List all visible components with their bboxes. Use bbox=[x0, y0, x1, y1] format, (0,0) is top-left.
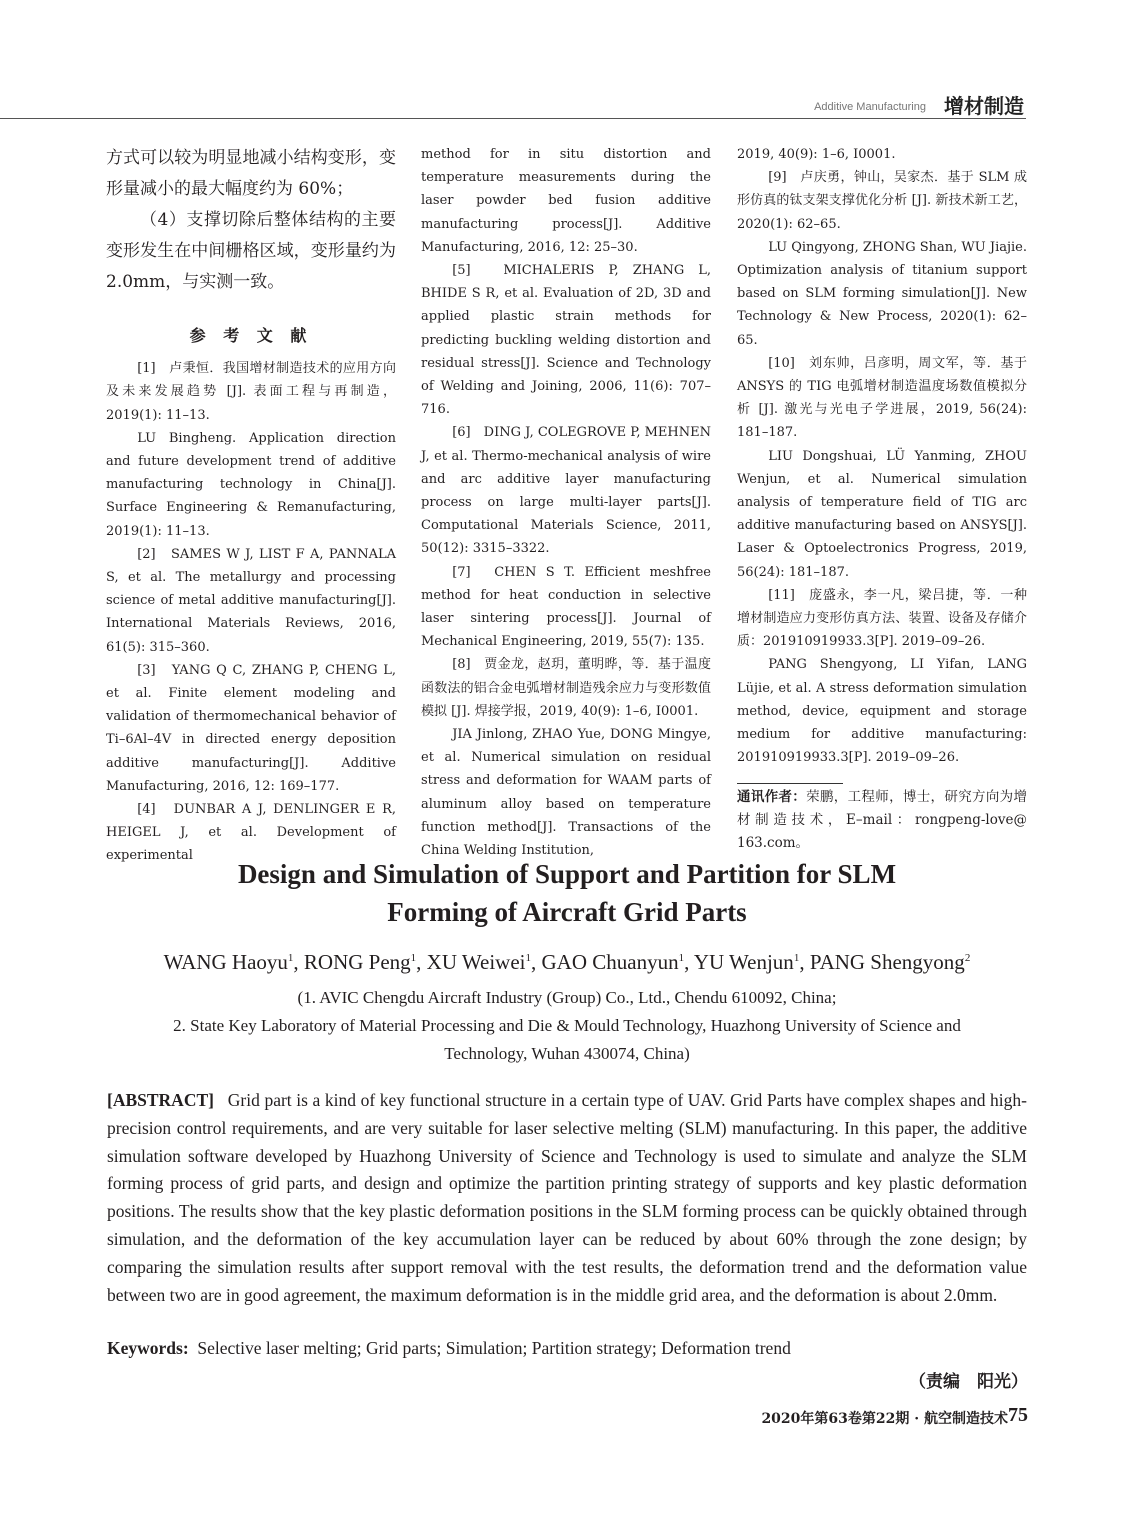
reference-item: [7] CHEN S T. Efficient meshfree method for heat conduction in selective laser sintering process[J]. Journal of Mechanical Engineering, 2019, 55(7): 135. bbox=[421, 564, 711, 650]
corresponding-author bbox=[737, 786, 1027, 855]
reference-item: [9] 卢庆勇，钟山，吴家杰．基于 SLM 成形仿真的钛支架支撑优化分析 [J]. 新技术新工艺，2020(1): 62–65. bbox=[737, 170, 1027, 232]
reference-item: LU Bingheng. Application direction and future development trend of additive manufacturing technology in China[J]. Surface Engineering & Remanufacturing, 2019(1): 11–13. bbox=[106, 430, 396, 539]
journal-footer: 2020年第63卷第22期 · 航空制造技术 bbox=[761, 1411, 1008, 1427]
author-name: YU Wenjun bbox=[693, 950, 794, 974]
author-affil: 2 bbox=[964, 952, 971, 964]
reference-item: 2019, 40(9): 1–6, I0001. bbox=[737, 147, 896, 162]
reference-item: [5] MICHALERIS P, ZHANG L, BHIDE S R, et al. Evaluation of 2D, 3D and applied plastic strain methods for predicting buckling welding distortion and residual stress[J]. Science and Technology of Welding and Joining, 2006, 11(6): 707–716. bbox=[421, 263, 711, 418]
reference-item: [2] SAMES W J, LIST F A, PANNALA S, et al. The metallurgy and processing science of metal additive manufacturing[J]. International Materials Reviews, 2016, 61(5): 315–360. bbox=[106, 546, 396, 655]
title-line: Forming of Aircraft Grid Parts bbox=[387, 897, 747, 927]
reference-item: [3] YANG Q C, ZHANG P, CHENG L, et al. Finite element modeling and validation of thermomechanical behavior of Ti–6Al–4V in directed energy deposition additive manufacturing[J]. Additive Manufacturing, 2016, 12: 169–177. bbox=[106, 662, 396, 794]
references-heading: 参 考 文 献 bbox=[189, 326, 313, 345]
keywords-label: Keywords: bbox=[107, 1338, 189, 1358]
author-affil: 1 bbox=[410, 952, 417, 964]
author-affil: 1 bbox=[525, 952, 531, 964]
english-title bbox=[0, 855, 1134, 931]
author-name: RONG Peng bbox=[303, 950, 411, 974]
body-paragraph: （4）支撑切除后整体结构的主要变形发生在中间栅格区域，变形量约为 2.0mm，与实测一致。 bbox=[106, 210, 396, 292]
reference-item: method for in situ distortion and temperature measurements during the laser powder bed fusion additive manufacturing process[J]. Additive Manufacturing, 2016, 12: 25–30. bbox=[421, 147, 711, 255]
page-number: 75 bbox=[1008, 1404, 1028, 1426]
column-1 bbox=[106, 143, 396, 868]
author-affil: 1 bbox=[678, 952, 685, 964]
contact-label: 通讯作者： bbox=[737, 789, 807, 806]
author-affil: 1 bbox=[793, 952, 800, 964]
affiliation-line: Technology, Wuhan 430074, China) bbox=[444, 1044, 690, 1063]
author-name: PANG Shengyong bbox=[809, 950, 965, 974]
author-name: GAO Chuanyun bbox=[541, 950, 679, 974]
column-3 bbox=[737, 143, 1027, 855]
reference-item: [1] 卢秉恒．我国增材制造技术的应用方向及未来发展趋势 [J]. 表面工程与再制造，2019(1): 11–13. bbox=[106, 361, 396, 423]
reference-item: [6] DING J, COLEGROVE P, MEHNEN J, et al. Thermo-mechanical analysis of wire and arc additive layer manufacturing process on large multi-layer parts[J]. Computational Materials Science, 2011, 50(12): 3315–3322. bbox=[421, 425, 711, 557]
running-header-en: Additive Manufacturing bbox=[814, 101, 926, 113]
affiliation-line: 2. State Key Laboratory of Material Processing and Die & Mould Technology, Huazhong University of Science and bbox=[173, 1016, 961, 1035]
affiliations bbox=[110, 984, 1024, 1068]
reference-item: LIU Dongshuai, LÜ Yanming, ZHOU Wenjun, et al. Numerical simulation analysis of temperature field of TIG arc additive manufacturing based on ANSYS[J]. Laser & Optoelectronics Progress, 2019, 56(24): 181–187. bbox=[737, 448, 1027, 580]
keywords-text: Selective laser melting; Grid parts; Simulation; Partition strategy; Deformation trend bbox=[197, 1338, 791, 1358]
reference-item: [4] DUNBAR A J, DENLINGER E R, HEIGEL J, et al. Development of experimental bbox=[106, 802, 396, 864]
abstract-text: Grid part is a kind of key functional structure in a certain type of UAV. Grid Parts have complex shapes and high-precision control requirements, and are very suitable for laser selective melting (SLM) manufacturing. In this paper, the additive simulation software developed by Huazhong University of Science and Technology is used to simulate and analyze the SLM forming process of grid parts, and design and optimize the partition printing strategy of supports and key plastic deformation positions. The results show that the key plastic deformation positions in the SLM forming process can be quickly obtained through simulation, and the deformation of the key accumulation layer can be reduced by about 60% through the zone design; by comparing the simulation results after support removal with the test results, the deformation trend and the deformation value between two are in good agreement, the maximum deformation is in the middle grid area, and the deformation is about 2.0mm. bbox=[107, 1090, 1027, 1305]
keywords bbox=[107, 1338, 1027, 1359]
reference-item: [11] 庞盛永，李一凡，梁吕捷，等．一种增材制造应力变形仿真方法、装置、设备及存储介质：201910919933.3[P]. 2019–09–26. bbox=[737, 587, 1027, 650]
running-header-cn: 增材制造 bbox=[944, 94, 1024, 118]
editor-note: （责编 阳光） bbox=[909, 1372, 1028, 1392]
author-name: WANG Haoyu bbox=[163, 950, 288, 974]
abstract-label: [ABSTRACT] bbox=[107, 1090, 214, 1110]
author-name: XU Weiwei bbox=[426, 950, 526, 974]
affiliation-line: (1. AVIC Chengdu Aircraft Industry (Group) Co., Ltd., Chendu 610092, China; bbox=[297, 988, 837, 1007]
title-line: Design and Simulation of Support and Partition for SLM bbox=[237, 859, 897, 889]
body-paragraph: 方式可以较为明显地减小结构变形，变形量减小的最大幅度约为 60%； bbox=[106, 148, 396, 199]
reference-item: [8] 贾金龙，赵玥，董明晔，等．基于温度函数法的铝合金电弧增材制造残余应力与变形数值模拟 [J]. 焊接学报，2019, 40(9): 1–6, I0001. bbox=[421, 657, 711, 719]
contact-text: 荣鹏，工程师，博士，研究方向为增材制造技术，E–mail：rongpeng-love@ 163.com。 bbox=[737, 789, 1027, 852]
contact-rule bbox=[737, 783, 843, 784]
author-affil: 1 bbox=[287, 952, 294, 964]
column-2 bbox=[421, 143, 711, 862]
reference-item: LU Qingyong, ZHONG Shan, WU Jiajie. Optimization analysis of titanium support based on SLM forming simulation[J]. New Technology & New Process, 2020(1): 62–65. bbox=[737, 239, 1028, 348]
reference-item: PANG Shengyong, LI Yifan, LANG Lüjie, et al. A stress deformation simulation method, device, equipment and storage medium for additive manufacturing: 201910919933.3[P]. 2019–09–26. bbox=[737, 657, 1027, 766]
reference-item: JIA Jinlong, ZHAO Yue, DONG Mingye, et al. Numerical simulation on residual stress and deformation for WAAM parts of aluminum alloy based on temperature function method[J]. Transactions of the China Welding Institution, bbox=[421, 727, 711, 859]
abstract bbox=[107, 1087, 1027, 1309]
header-rule bbox=[0, 118, 1026, 119]
author-list: WANG Haoyu$^1$, RONG Peng$^1$, XU Weiwei$^1$, GAO Chuanyun$^1$, YU Wenjun$^1$, PANG Shengyong$^2$ bbox=[163, 950, 971, 974]
reference-item: [10] 刘东帅，吕彦明，周文军，等．基于 ANSYS 的 TIG 电弧增材制造温度场数值模拟分析 [J]. 激光与光电子学进展，2019, 56(24): 181–187. bbox=[737, 355, 1027, 441]
